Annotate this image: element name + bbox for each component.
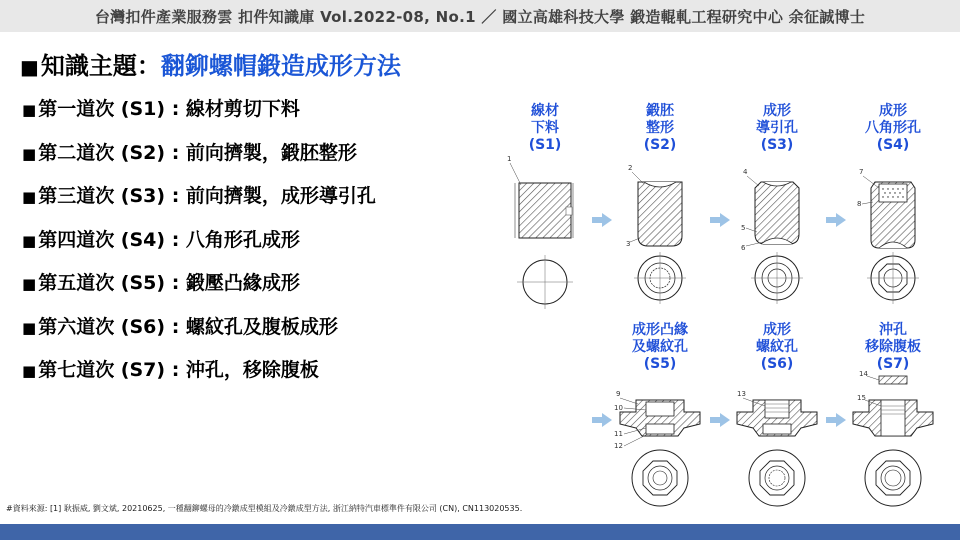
callout-2: 2 — [628, 164, 633, 172]
stage-line2: 及螺紋孔 — [632, 339, 688, 355]
leader-line — [746, 242, 763, 246]
s2-drawing — [620, 158, 700, 310]
source-footnote: #資料來源: [1] 耿振威, 劉文斌, 20210625, 一種翻鉚螺母的冷鐓成型模組及冷鐓成型方法, 浙江納特汽車標準件有限公司 (CN), CN113020535. — [6, 504, 523, 513]
s4-drawing — [853, 162, 933, 310]
callout-1: 1 — [507, 155, 512, 163]
step-list — [22, 96, 376, 401]
callout-15: 15 — [857, 394, 866, 402]
step-item — [22, 357, 376, 401]
arrow-right-icon — [826, 213, 846, 227]
step-text: 第三道次 (S3) : 前向擠製，成形導引孔 — [38, 185, 376, 207]
stage-label-s4 — [853, 103, 933, 154]
stage-label-s1 — [505, 103, 585, 154]
preform-section — [638, 182, 682, 246]
stage-line1: 沖孔 — [879, 322, 907, 338]
callout-4: 4 — [743, 168, 748, 176]
stage-line2: 下料 — [531, 120, 559, 136]
s7-inner-ring — [881, 466, 905, 490]
s1-drawing — [505, 155, 585, 310]
bullet-icon: ■ — [22, 362, 37, 380]
topic-label: 知識主題： — [40, 52, 161, 80]
stage-code: (S5) — [643, 356, 677, 372]
s5-drawing — [612, 388, 708, 508]
callout-8: 8 — [857, 200, 862, 208]
s3-drawing — [737, 162, 817, 310]
header-bar — [0, 0, 960, 32]
step-text: 第七道次 (S7) : 沖孔，移除腹板 — [38, 359, 319, 381]
stage-line1: 鍛胚 — [646, 103, 674, 119]
callout-11: 11 — [614, 430, 623, 438]
bullet-icon: ■ — [22, 231, 37, 250]
stage-label-s5 — [620, 322, 700, 373]
leader-line — [510, 163, 521, 185]
callout-12: 12 — [614, 442, 623, 450]
stage-code: (S4) — [876, 137, 910, 153]
bullet-icon: ■ — [22, 188, 37, 206]
stage-code: (S1) — [528, 137, 562, 153]
callout-5: 5 — [741, 224, 746, 232]
stage-line2: 移除腹板 — [865, 339, 921, 355]
stage-label-s2 — [620, 103, 700, 154]
step-item — [22, 140, 376, 184]
s5-inner-ring — [648, 466, 672, 490]
arrow-right-icon — [826, 413, 846, 427]
step-item — [22, 96, 376, 140]
leader-line — [867, 376, 879, 380]
through-hole — [881, 400, 905, 436]
web-recess — [763, 424, 791, 434]
stage-line2: 螺紋孔 — [756, 339, 798, 355]
thread-hole — [646, 402, 674, 416]
s5-core-ring — [653, 471, 667, 485]
bullet-icon: ■ — [22, 101, 37, 119]
leader-line — [624, 434, 648, 446]
bullet-icon: ■ — [22, 275, 37, 293]
arrow-right-icon — [710, 413, 730, 427]
step-text: 第一道次 (S1) : 線材剪切下料 — [38, 98, 300, 120]
s7-top-view — [865, 450, 921, 506]
removed-web — [879, 376, 907, 384]
billet-section — [519, 183, 571, 238]
callout-14: 14 — [859, 370, 868, 378]
step-item — [22, 270, 376, 314]
callout-6: 6 — [741, 244, 746, 252]
step-text: 第四道次 (S4) : 八角形孔成形 — [38, 228, 300, 251]
dimension-mark — [566, 207, 572, 215]
bullet-icon: ■ — [20, 55, 39, 79]
stage-label-s6 — [737, 322, 817, 373]
bullet-icon: ■ — [22, 144, 37, 163]
step-text: 第二道次 (S2) : 前向擠製，鍛胚整形 — [38, 141, 357, 164]
step-text: 第六道次 (S6) : 螺紋孔及腹板成形 — [38, 315, 338, 338]
stage-code: (S6) — [760, 356, 794, 372]
arrow-right-icon — [592, 413, 612, 427]
stage-line1: 成形 — [763, 322, 791, 338]
threaded-hole — [765, 400, 789, 418]
octagon-hole — [879, 184, 907, 202]
guide-hole-section — [755, 182, 799, 244]
stage-code: (S3) — [760, 137, 794, 153]
s7-hole-ring — [885, 470, 901, 486]
stage-code: (S2) — [643, 137, 677, 153]
step-item — [22, 183, 376, 227]
stage-line1: 成形 — [763, 103, 791, 119]
s6-inner-ring — [765, 466, 789, 490]
callout-3: 3 — [626, 240, 631, 248]
callout-7: 7 — [859, 168, 864, 176]
arrow-right-icon — [710, 213, 730, 227]
leader-line — [747, 176, 759, 186]
stage-line1: 成形 — [879, 103, 907, 119]
arrow-right-icon — [592, 213, 612, 227]
topic-heading — [20, 46, 401, 81]
stage-line2: 八角形孔 — [865, 120, 921, 136]
s6-drawing — [729, 388, 825, 508]
step-item — [22, 227, 376, 271]
s6-thread-ring — [769, 470, 785, 486]
stage-line1: 成形凸緣 — [632, 322, 688, 338]
callout-10: 10 — [614, 404, 623, 412]
bullet-icon: ■ — [22, 318, 37, 337]
callout-9: 9 — [616, 390, 621, 398]
topic-title: 翻鉚螺帽鍛造成形方法 — [160, 52, 401, 80]
stage-line1: 線材 — [531, 103, 559, 119]
stage-line2: 整形 — [646, 120, 674, 136]
bottom-bar — [0, 524, 960, 540]
stage-code: (S7) — [876, 356, 910, 372]
s7-drawing — [845, 366, 941, 508]
step-item — [22, 314, 376, 358]
stage-label-s3 — [737, 103, 817, 154]
stage-line2: 導引孔 — [756, 120, 798, 136]
lower-recess — [646, 424, 674, 434]
header-title: 台灣扣件產業服務雲 扣件知識庫 Vol.2022-08, No.1 ／ 國立高雄科技大學 鍛造輥軋工程研究中心 余征誠博士 — [94, 8, 866, 26]
callout-13: 13 — [737, 390, 746, 398]
s6-top-view — [749, 450, 805, 506]
s5-top-view — [632, 450, 688, 506]
step-text: 第五道次 (S5) : 鍛壓凸緣成形 — [38, 272, 300, 294]
